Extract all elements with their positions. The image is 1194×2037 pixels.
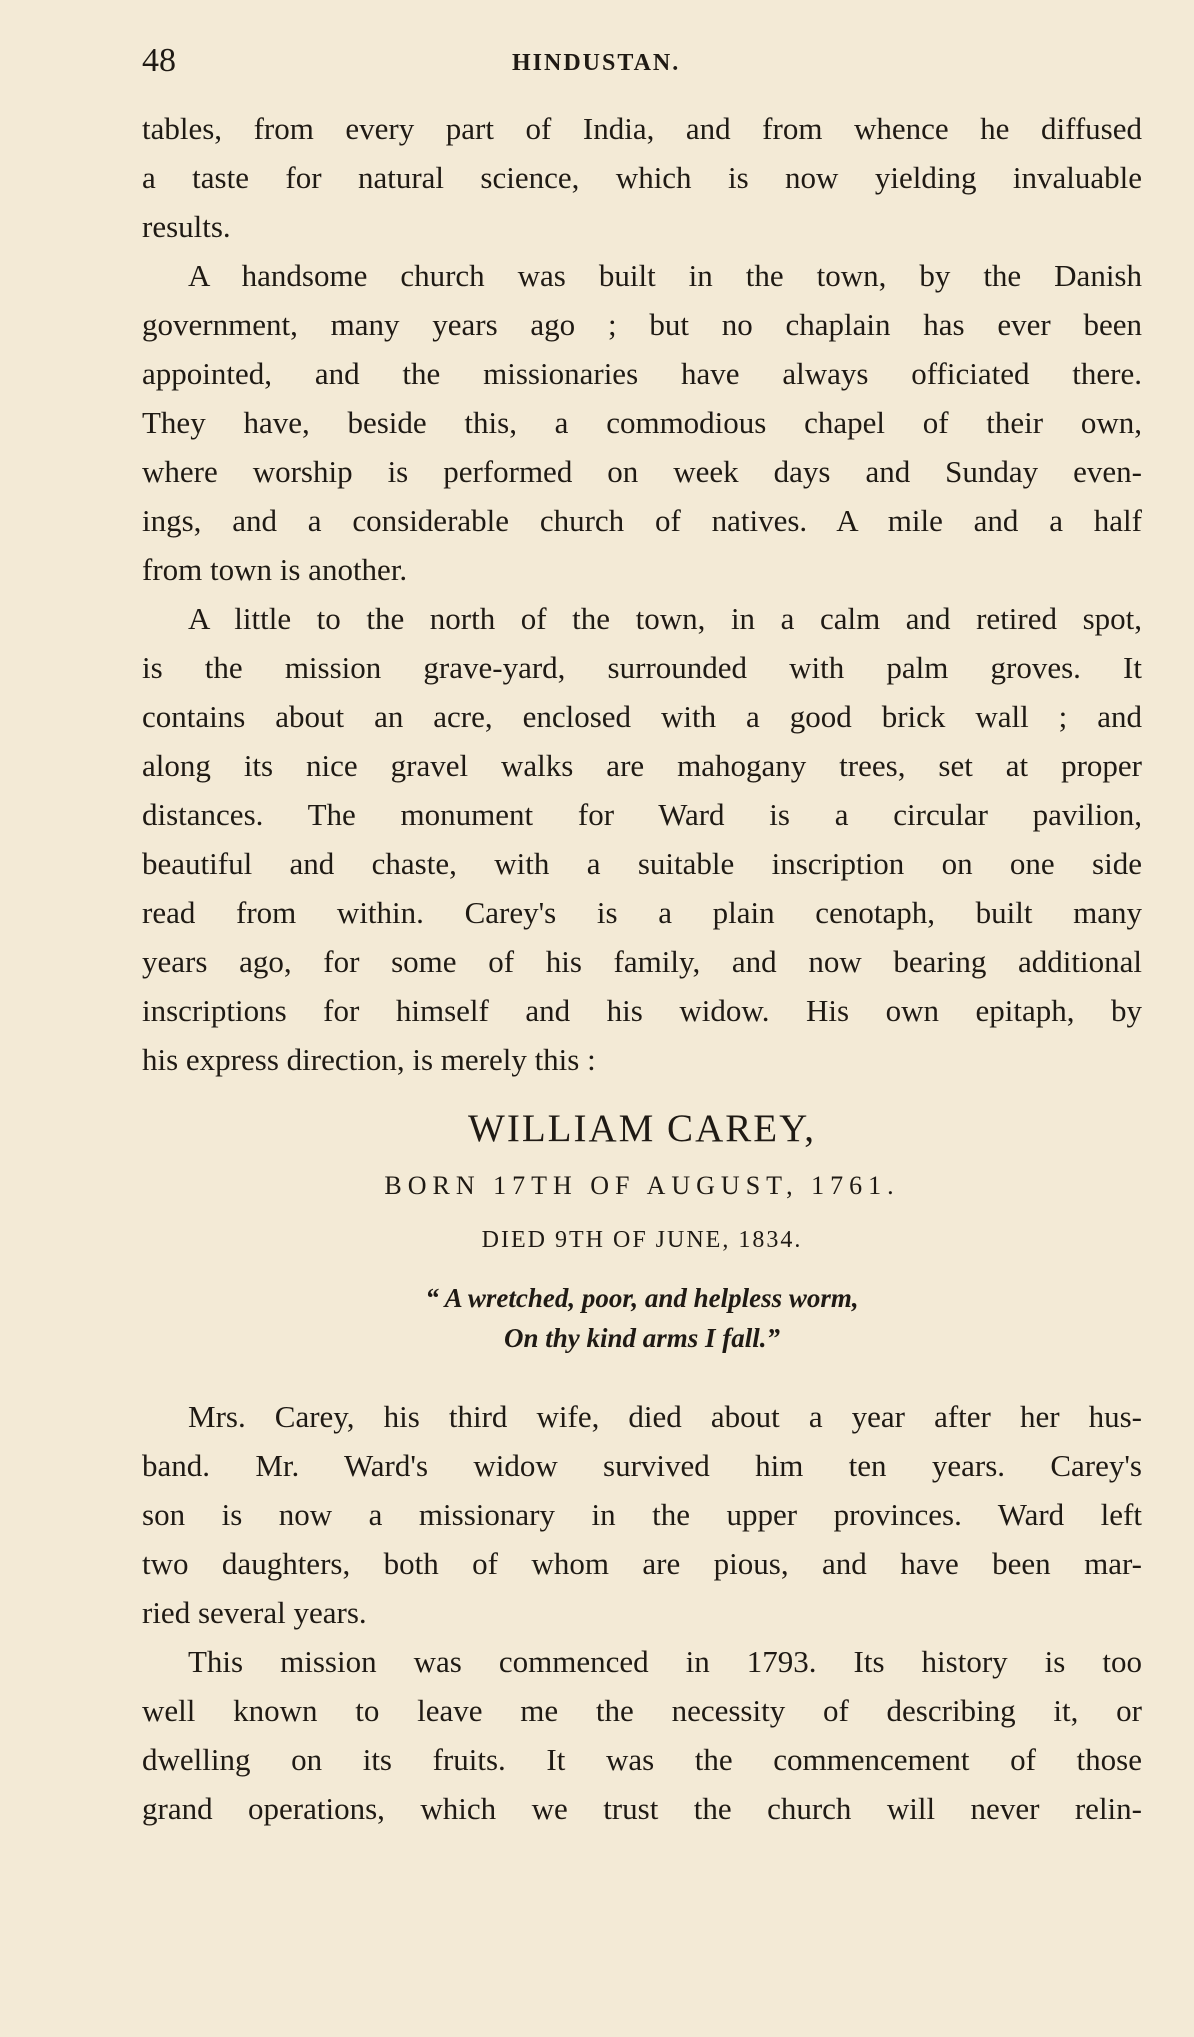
epitaph-quote-line-2: On thy kind arms I fall.” bbox=[503, 1323, 781, 1353]
text-line: Mrs. Carey, his third wife, died about a year after her hus- bbox=[188, 1399, 1142, 1434]
text-line: They have, beside this, a commodious chapel of their own, bbox=[142, 405, 1142, 440]
text-line: tables, from every part of India, and from whence he diffused bbox=[142, 111, 1142, 146]
text-line: results. bbox=[142, 209, 231, 244]
text-line: read from within. Carey's is a plain cenotaph, built many bbox=[142, 895, 1142, 930]
text-line: A little to the north of the town, in a calm and retired spot, bbox=[188, 601, 1142, 636]
text-line: distances. The monument for Ward is a circular pavilion, bbox=[142, 797, 1142, 832]
running-head: HINDUSTAN. bbox=[512, 50, 681, 76]
epitaph-quote-line-1: “ A wretched, poor, and helpless worm, bbox=[425, 1283, 859, 1313]
epitaph-died: DIED 9TH OF JUNE, 1834. bbox=[481, 1227, 803, 1253]
text-line: grand operations, which we trust the church will never relin- bbox=[142, 1791, 1142, 1826]
text-line: is the mission grave-yard, surrounded with palm groves. It bbox=[142, 650, 1142, 685]
page-body bbox=[142, 104, 1142, 1833]
text-line: where worship is performed on week days and Sunday even- bbox=[142, 454, 1142, 489]
page-number: 48 bbox=[142, 42, 176, 79]
paragraph-4 bbox=[142, 1392, 1142, 1637]
spacer bbox=[142, 1362, 1142, 1392]
paragraph-5 bbox=[142, 1637, 1142, 1833]
text-line: along its nice gravel walks are mahogany trees, set at proper bbox=[142, 748, 1142, 783]
epitaph bbox=[142, 1100, 1142, 1358]
text-line: beautiful and chaste, with a suitable inscription on one side bbox=[142, 846, 1142, 881]
text-line: well known to leave me the necessity of describing it, or bbox=[142, 1693, 1142, 1728]
text-line: two daughters, both of whom are pious, and have been mar- bbox=[142, 1546, 1142, 1581]
text-line: contains about an acre, enclosed with a good brick wall ; and bbox=[142, 699, 1142, 734]
text-line: inscriptions for himself and his widow. His own epitaph, by bbox=[142, 993, 1142, 1028]
epitaph-name: WILLIAM CAREY, bbox=[468, 1107, 816, 1150]
text-line: government, many years ago ; but no chaplain has ever been bbox=[142, 307, 1142, 342]
text-line: dwelling on its fruits. It was the commencement of those bbox=[142, 1742, 1142, 1777]
text-line: appointed, and the missionaries have always officiated there. bbox=[142, 356, 1142, 391]
paragraph-2 bbox=[142, 251, 1142, 594]
text-line: ings, and a considerable church of natives. A mile and a half bbox=[142, 503, 1142, 538]
text-line: This mission was commenced in 1793. Its history is too bbox=[188, 1644, 1142, 1679]
text-line: a taste for natural science, which is now yielding invaluable bbox=[142, 160, 1142, 195]
page-header bbox=[142, 42, 1140, 82]
text-line: from town is another. bbox=[142, 552, 408, 587]
epitaph-born: BORN 17TH OF AUGUST, 1761. bbox=[384, 1171, 900, 1200]
text-line: ried several years. bbox=[142, 1595, 367, 1630]
text-line: years ago, for some of his family, and now bearing additional bbox=[142, 944, 1142, 979]
text-line: A handsome church was built in the town, by the Danish bbox=[188, 258, 1142, 293]
text-line: his express direction, is merely this : bbox=[142, 1042, 596, 1077]
paragraph-1 bbox=[142, 104, 1142, 251]
text-line: son is now a missionary in the upper provinces. Ward left bbox=[142, 1497, 1142, 1532]
paragraph-3 bbox=[142, 594, 1142, 1084]
text-line: band. Mr. Ward's widow survived him ten years. Carey's bbox=[142, 1448, 1142, 1483]
